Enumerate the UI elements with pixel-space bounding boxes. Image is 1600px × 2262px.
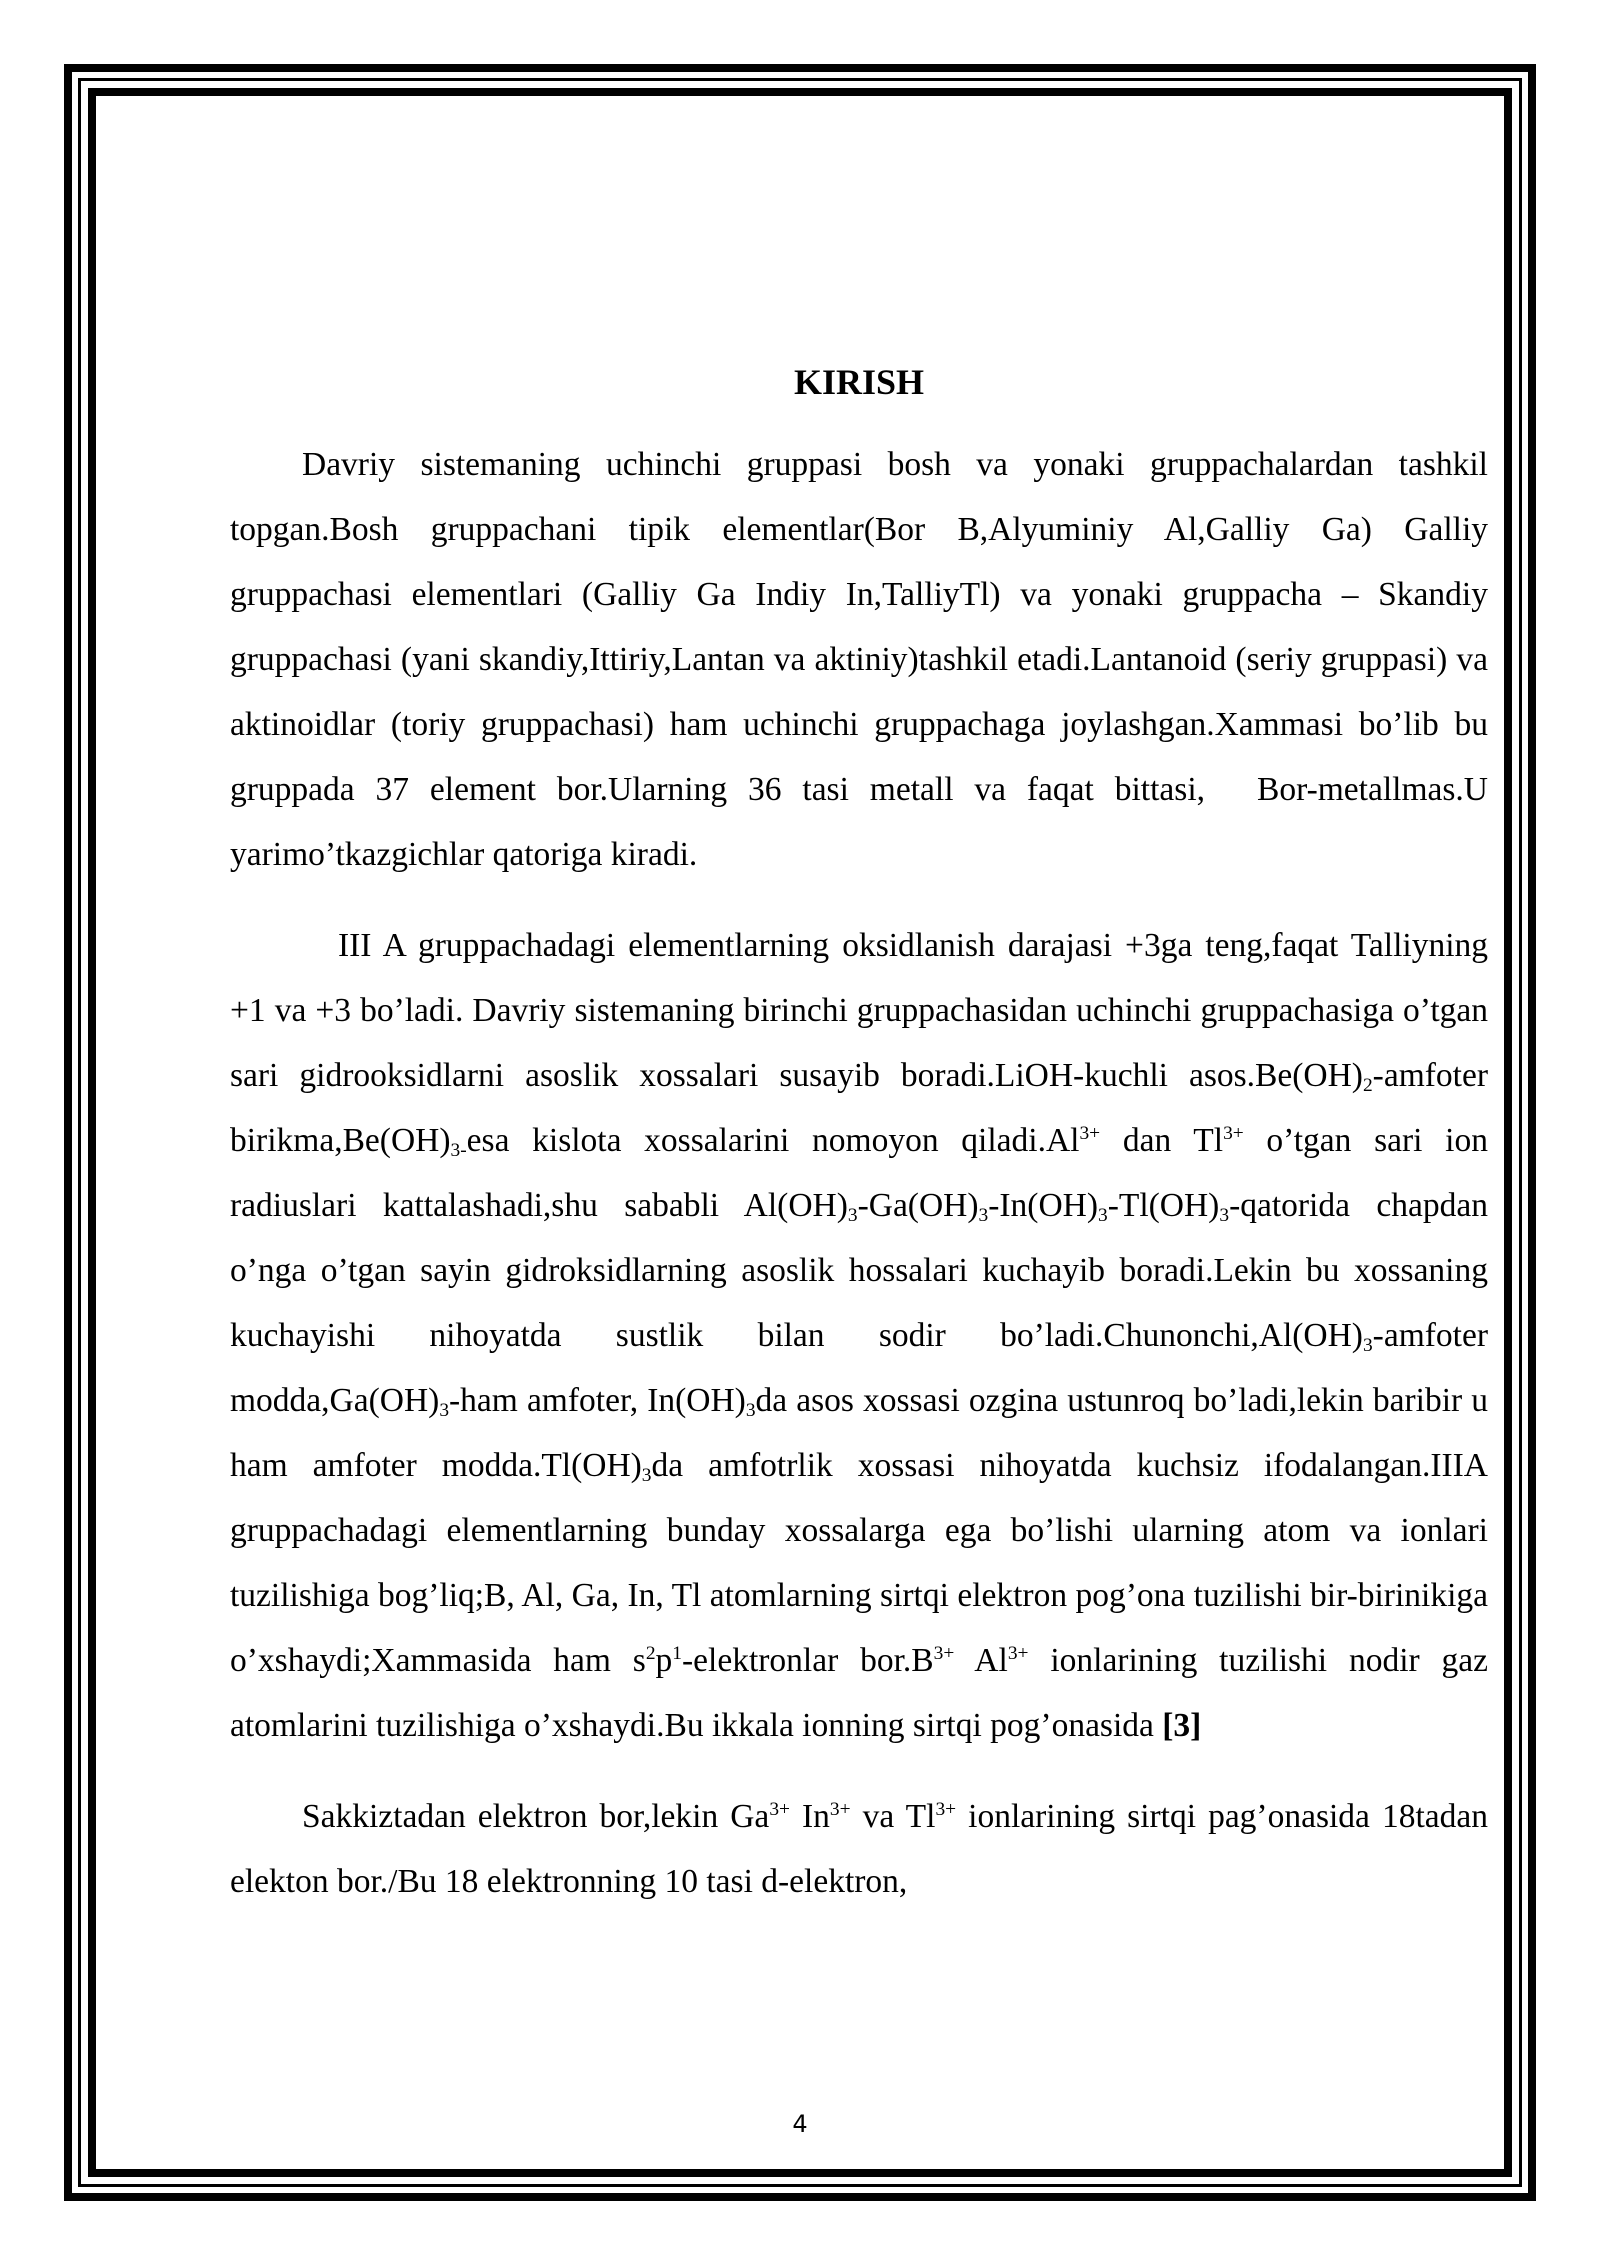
paragraph-3: Sakkiztadan elektron bor,lekin $Ga^{3+}$ $In^{3+}$ va $Tl^{3+}$ ionlarining sirtqi pag’onasida 18tadan elekton bor./Bu 18 elektronning 10 tasi d-elektron, <box>230 1798 1488 1900</box>
document-title: KIRISH <box>793 362 925 402</box>
document-body <box>230 358 1488 1914</box>
citation-reference: [3] <box>1162 1707 1202 1744</box>
paragraph-1: Davriy sistemaning uchinchi gruppasi bosh va yonaki gruppachalardan tashkil topgan.Bosh gruppachani tipik elementlar(Bor B,Alyuminiy Al,Galliy Ga) Galliy gruppachasi elementlari (Galliy Ga Indiy In,TalliyTl) va yonaki gruppacha – Skandiy gruppachasi (yani skandiy,Ittiriy,Lantan va aktiniy)tashkil etadi.Lantanoid (seriy gruppasi) va aktinoidlar (toriy gruppachasi) ham uchinchi gruppachaga joylashgan.Xammasi bo’lib bu gruppada 37 element bor.Ularning 36 tasi metall va faqat bittasi, Bor-metallmas.U yarimo’tkazgichlar qatoriga kiradi. <box>230 446 1488 873</box>
page-number: 4 <box>792 2110 808 2138</box>
paragraph-2: III A gruppachadagi elementlarning oksidlanish darajasi +3ga teng,faqat Talliyning +1 va +3 bo’ladi. Davriy sistemaning birinchi gruppachasidan uchinchi gruppachasiga o’tgan sari gidrooksidlarni asoslik xossalari susayib boradi.LiOH-kuchli $asos.Be(OH)_2$-amfoter $birikma,Be(OH)_{3-}esa$ kislota xossalarini nomoyon $qiladi.Al^{3+}$ dan $Tl^{3+}$ o’tgan sari ion radiuslari kattalashadi,shu sababli $Al(OH)_3-Ga(OH)_3-In(OH)_3-Tl(OH)_3$-qatorida chapdan o’nga o’tgan sayin gidroksidlarning asoslik hossalari kuchayib boradi.Lekin bu xossaning kuchayishi nihoyatda sustlik bilan sodir $bo’ladi.Chunonchi,Al(OH)_3$-amfoter $modda,Ga(OH)_3$-ham amfoter, $In(OH)_3da$ asos xossasi ozgina ustunroq bo’ladi,lekin baribir u ham amfoter $modda.Tl(OH)_3da$ amfotrlik xossasi nihoyatda kuchsiz ifodalangan.IIIA gruppachadagi elementlarning bunday xossalarga ega bo’lishi ularning atom va ionlari tuzilishiga bog’liq;B, Al, Ga, In, Tl atomlarning sirtqi elektron pog’ona tuzilishi bir-birinikiga o’xshaydi;Xammasida ham $s^2p^1$-elektronlar $bor.B^{3+}$ $Al^{3+}$ ionlarining tuzilishi nodir gaz atomlarini tuzilishiga o’xshaydi.Bu ikkala ionning sirtqi pog’onasida [3] <box>230 927 1489 1744</box>
